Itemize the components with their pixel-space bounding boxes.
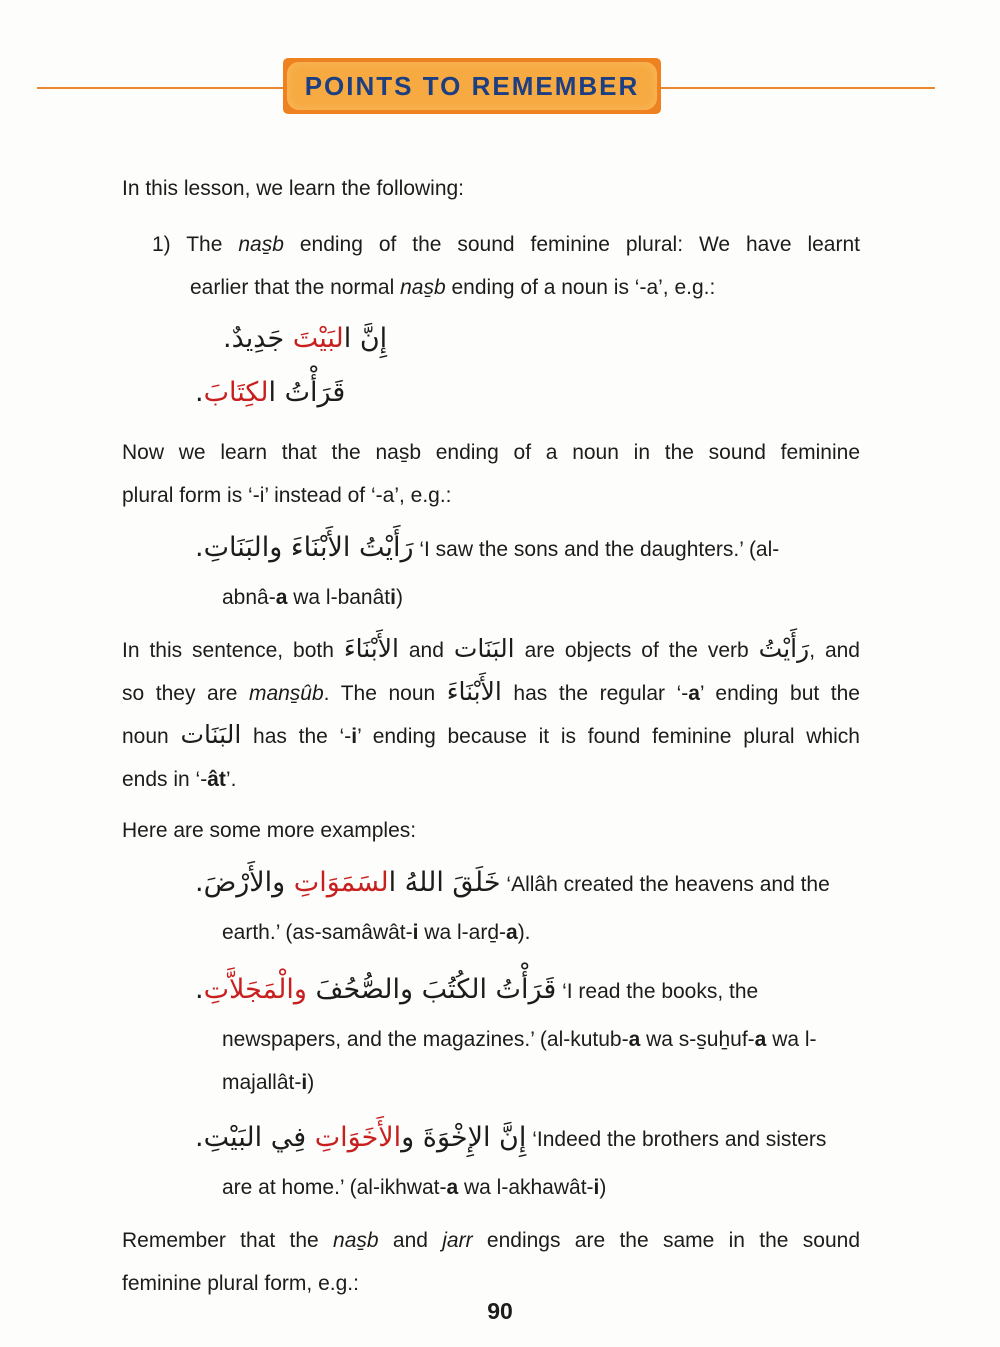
arabic-word-sons: الأَبْنَاءَ [343,634,399,663]
highlighted-arabic-word: والْمَجَلاَّتِ [203,974,307,1005]
paragraph-remember: Remember that the nas̱b and jarr endings are the same in the sound feminine plural form, e.g.: [122,1229,860,1295]
highlighted-arabic-word: الأَخَوَاتِ [314,1122,402,1153]
arabic-word-sons: الأَبْنَاءَ [446,677,502,706]
translation-text: ‘I read the books, the [556,980,759,1003]
arabic-sentence: قَرَأْتُ الكُتُبَ والصُّحُفَ والْمَجَلاَّتِ. [195,974,557,1005]
term-mansub: mans̱ûb [248,682,324,705]
example-books-magazines [122,964,860,1104]
arabic-sentence-book: قَرَأْتُ الكِتَابَ. [195,377,346,408]
section-banner [283,58,661,114]
transliteration-line: are at home.’ (al-ikhwat-a wa l-akhawât-i) [222,1176,607,1199]
translation-text: ‘Indeed the brothers and sisters [526,1128,827,1151]
more-examples-heading: Here are some more examples: [122,819,417,842]
paragraph-now-we-learn: Now we learn that the nas̱b ending of a noun in the sound feminine plural form is ‘-i’ instead of ‘-a’, e.g.: [122,441,860,507]
highlighted-arabic-word: لبَيْتَ [292,323,344,354]
example-brothers-sisters [122,1112,860,1209]
section-title: POINTS TO REMEMBER [304,70,640,101]
section-banner-inner [287,62,657,110]
list-item-1-line-2: earlier that the normal nas̱b ending of a noun is ‘-a’, e.g.: [190,276,716,299]
term-nasb: nas̱b [400,276,446,299]
arabic-sentence-house: إِنَّ البَيْتَ جَدِيدٌ. [223,323,388,354]
example-heavens-earth [122,857,860,954]
arabic-word-daughters: البَنَات [180,720,242,749]
transliteration-line: newspapers, and the magazines.’ (al-kutub-a wa s-s̱uẖuf-a wa l- [222,1028,817,1051]
intro-paragraph: In this lesson, we learn the following: [122,177,465,200]
arabic-sentence: خَلَقَ اللهُ السَمَوَاتِ والأَرْضَ. [195,867,501,898]
highlighted-arabic-word: لسَمَوَاتِ [293,867,389,898]
term-nasb: nas̱b [333,1229,379,1252]
arabic-example-block-1 [122,313,860,421]
transliteration-line: majallât-i) [222,1071,315,1094]
translation-text: ‘I saw the sons and the daughters.’ (al- [413,538,780,561]
arabic-word-verb: رَأَيْتُ [758,634,810,663]
arabic-sentence: إِنَّ الإِخْوَةَ والأَخَوَاتِ فِي البَيْتِ. [195,1122,527,1153]
list-item-1-line-1: 1) The nas̱b ending of the sound feminine plural: We have learnt [152,233,860,256]
transliteration-line: abnâ-a wa l-banâti) [222,586,403,609]
paragraph-in-this-sentence: In this sentence, both الأَبْنَاءَ and البَنَات are objects of the verb رَأَيْتُ, and so they are mans̱ûb. The noun الأَبْنَاءَ has the regular ‘-a’ ending but the noun البَنَات has the ‘-i’ ending because it is found feminine plural which ends in ‘-ât’. [122,634,860,791]
term-jarr: jarr [442,1229,473,1252]
arabic-sentence: رَأَيْتُ الأَبْنَاءَ والبَنَاتِ. [195,532,414,563]
page-number: 90 [487,1298,513,1324]
translation-text: ‘Allâh created the heavens and the [500,873,830,896]
arabic-word-daughters: البَنَات [453,634,515,663]
page-content [0,112,1000,1305]
highlighted-arabic-word: لكِتَابَ [203,377,269,408]
example-saw-sons-daughters [122,522,860,619]
term-nasb: nas̱b [238,233,284,256]
transliteration-line: earth.’ (as-samâwât-i wa l-arḏ-a). [222,921,531,944]
